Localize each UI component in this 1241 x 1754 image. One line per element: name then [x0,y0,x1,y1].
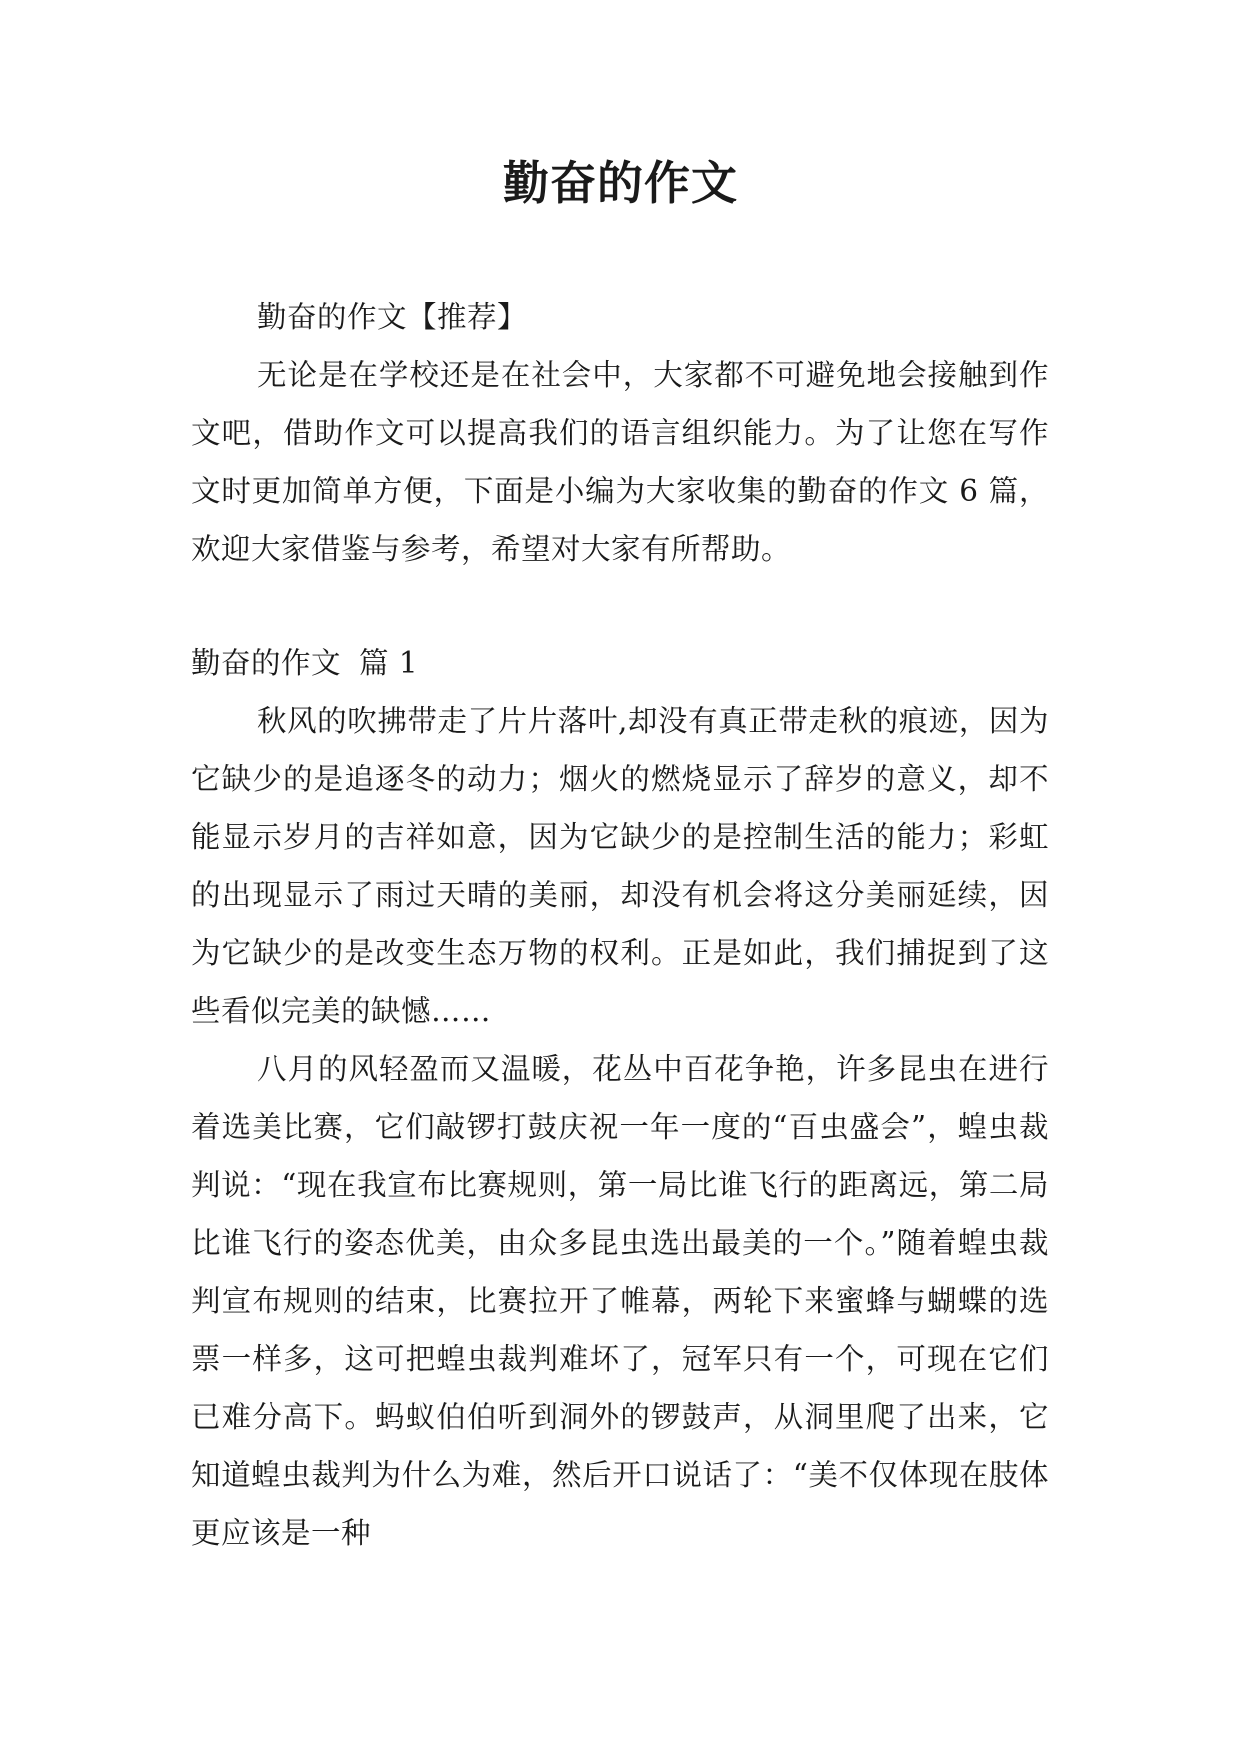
section-paragraph-2: 八月的风轻盈而又温暖，花丛中百花争艳，许多昆虫在进行着选美比赛，它们敲锣打鼓庆祝一年一度的“百虫盛会”，蝗虫裁判说：“现在我宣布比赛规则，第一局比谁飞行的距离远，第二局比谁飞行的姿态优美，由众多昆虫选出最美的一个。”随着蝗虫裁判宣布规则的结束，比赛拉开了帷幕，两轮下来蜜蜂与蝴蝶的选票一样多，这可把蝗虫裁判难坏了，冠军只有一个，可现在它们已难分高下。蚂蚁伯伯听到洞外的锣鼓声，从洞里爬了出来，它知道蝗虫裁判为什么为难，然后开口说话了：“美不仅体现在肢体更应该是一种 [191,1052,1049,1550]
document-title: 勤奋的作文 [503,156,738,210]
section-heading [191,634,1049,692]
intro-paragraph: 无论是在学校还是在社会中，大家都不可避免地会接触到作文吧，借助作文可以提高我们的语言组织能力。为了让您在写作文时更加简单方便，下面是小编为大家收集的勤奋的作文 6 篇，欢迎大家借鉴与参考，希望对大家有所帮助。 [191,358,1049,566]
section-heading-title: 勤奋的作文 [191,646,342,680]
section-paragraph-1: 秋风的吹拂带走了片片落叶,却没有真正带走秋的痕迹，因为它缺少的是追逐冬的动力；烟火的燃烧显示了辞岁的意义，却不能显示岁月的吉祥如意，因为它缺少的是控制生活的能力；彩虹的出现显示了雨过天晴的美丽，却没有机会将这分美丽延续，因为它缺少的是改变生态万物的权利。正是如此，我们捕捉到了这些看似完美的缺憾…… [191,704,1049,1028]
intro-heading: 勤奋的作文【推荐】 [257,300,528,334]
section-heading-number: 篇 1 [359,646,419,680]
